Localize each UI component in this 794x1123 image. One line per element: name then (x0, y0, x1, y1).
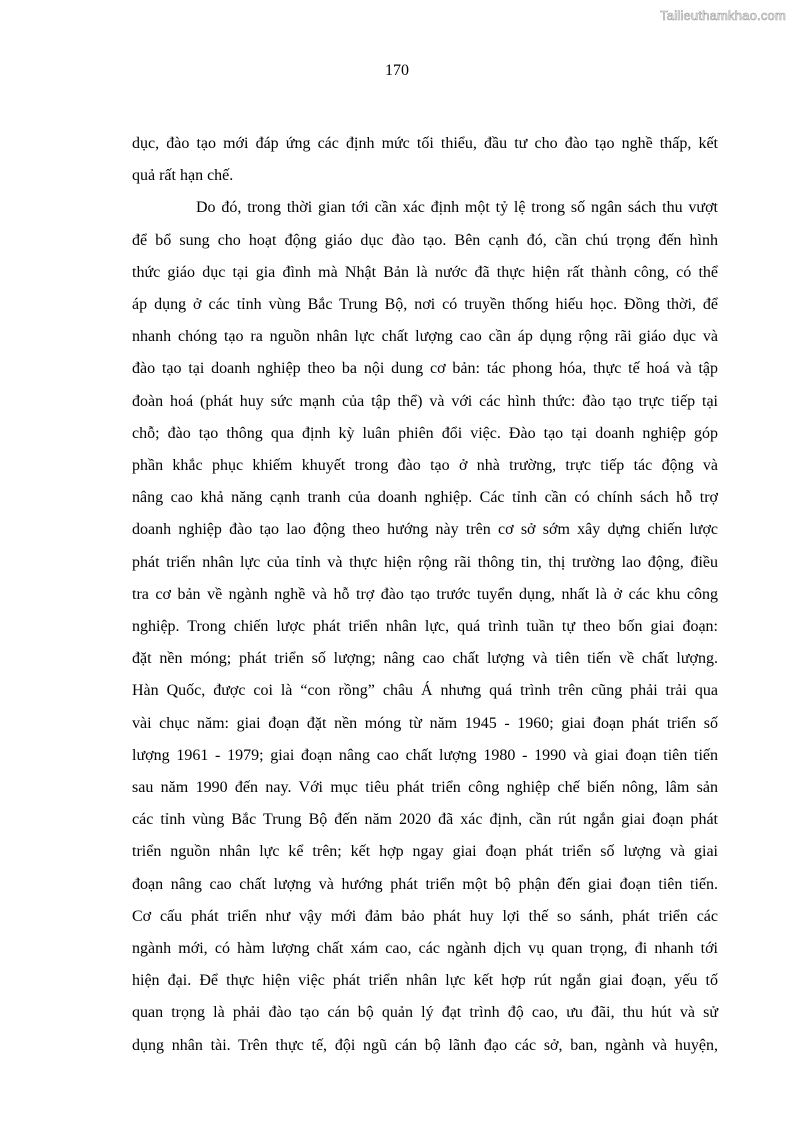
text-line: nhanh chóng tạo ra nguồn nhân lực chất lượng cao cần áp dụng rộng rãi giáo dục và (132, 328, 718, 346)
text-line: nghiệp. Trong chiến lược phát triển nhân lực, quá trình tuần tự theo bốn giai đoạn: (132, 618, 718, 636)
text-line: đặt nền móng; phát triển số lượng; nâng cao chất lượng và tiên tiến về chất lượng. (132, 650, 718, 668)
text-line: lượng 1961 - 1979; giai đoạn nâng cao chất lượng 1980 - 1990 và giai đoạn tiên tiến (132, 746, 718, 764)
text-line: phát triển nhân lực của tỉnh và thực hiện rộng rãi thông tin, thị trường lao động, điều (132, 553, 718, 571)
text-line: hiện đại. Để thực hiện việc phát triển nhân lực kết hợp rút ngắn giai đoạn, yếu tố (132, 972, 718, 990)
text-line: Cơ cấu phát triển như vậy mới đảm bảo phát huy lợi thế so sánh, phát triển các (132, 907, 718, 925)
text-line: thức giáo dục tại gia đình mà Nhật Bản là nước đã thực hiện rất thành công, có thể (132, 263, 718, 281)
text-line: đoàn hoá (phát huy sức mạnh của tập thể) và với các hình thức: đào tạo trực tiếp tại (132, 392, 718, 410)
text-line: để bổ sung cho hoạt động giáo dục đào tạo. Bên cạnh đó, cần chú trọng đến hình (132, 231, 718, 249)
page-number: 170 (385, 62, 409, 79)
paragraph-main (132, 192, 718, 1061)
text-line: Do đó, trong thời gian tới cần xác định một tỷ lệ trong số ngân sách thu vượt (196, 199, 718, 217)
text-line: vài chục năm: giai đoạn đặt nền móng từ năm 1945 - 1960; giai đoạn phát triển số (132, 714, 718, 732)
text-line: doanh nghiệp đào tạo lao động theo hướng này trên cơ sở sớm xây dựng chiến lược (132, 521, 718, 539)
text-line: dục, đào tạo mới đáp ứng các định mức tối thiểu, đầu tư cho đào tạo nghề thấp, kết (132, 135, 718, 152)
text-line: quan trọng là phải đào tạo cán bộ quản lý đạt trình độ cao, ưu đãi, thu hút và sử (132, 1004, 718, 1022)
text-line: các tỉnh vùng Bắc Trung Bộ đến năm 2020 đã xác định, cần rút ngắn giai đoạn phát (132, 811, 718, 829)
text-line: Hàn Quốc, được coi là “con rồng” châu Á nhưng quá trình trên cũng phải trải qua (132, 682, 718, 700)
text-line: ngành mới, có hàm lượng chất xám cao, các ngành dịch vụ quan trọng, đi nhanh tới (132, 940, 718, 958)
text-line: sau năm 1990 đến nay. Với mục tiêu phát triển công nghiệp chế biến nông, lâm sản (132, 779, 718, 797)
text-line: đào tạo tại doanh nghiệp theo ba nội dung cơ bản: tác phong hóa, thực tế hoá và tập (132, 360, 718, 378)
text-line: áp dụng ở các tỉnh vùng Bắc Trung Bộ, nơi có truyền thống hiếu học. Đồng thời, để (132, 296, 718, 314)
text-line: tra cơ bản về ngành nghề và hỗ trợ đào tạo trước tuyển dụng, nhất là ở các khu công (132, 585, 718, 603)
text-line: nâng cao khả năng cạnh tranh của doanh nghiệp. Các tỉnh cần có chính sách hỗ trợ (132, 489, 718, 507)
document-body (132, 128, 718, 1062)
text-line: triển nguồn nhân lực kể trên; kết hợp ngay giai đoạn phát triển số lượng và giai (132, 843, 718, 861)
text-line: chỗ; đào tạo thông qua định kỳ luân phiên đổi việc. Đào tạo tại doanh nghiệp góp (132, 424, 718, 442)
paragraph-continuation (132, 128, 718, 192)
text-line: quả rất hạn chế. (132, 167, 234, 185)
text-line: phần khắc phục khiếm khuyết trong đào tạo ở nhà trường, trực tiếp tác động và (132, 457, 718, 475)
watermark: Tailieuthamkhao.com (660, 8, 786, 23)
text-line: đoạn nâng cao chất lượng và hướng phát triển một bộ phận đến giai đoạn tiên tiến. (132, 875, 718, 893)
text-line: dụng nhân tài. Trên thực tế, đội ngũ cán bộ lãnh đạo các sở, ban, ngành và huyện, (132, 1036, 718, 1054)
